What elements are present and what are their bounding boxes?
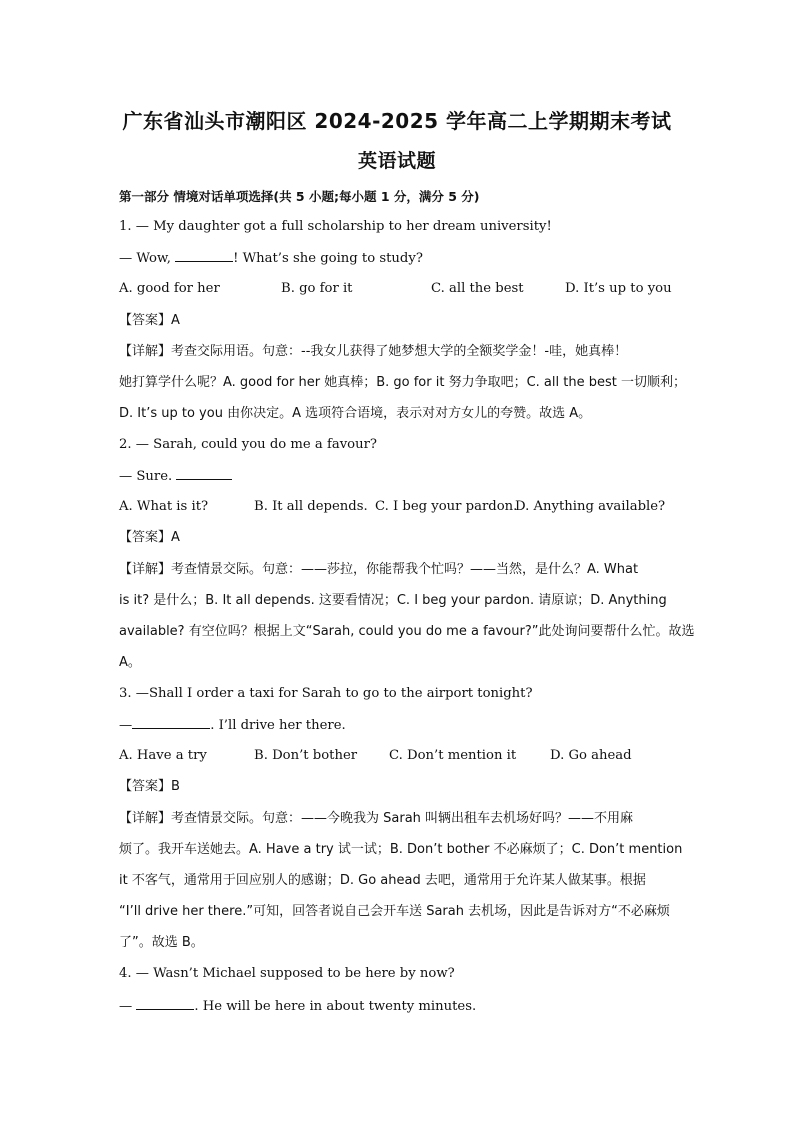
exam-title: 广东省汕头市潮阳区 2024-2025 学年高二上学期期末考试: [122, 109, 672, 133]
q1-reply: [119, 249, 423, 268]
q1-explain-1: 【详解】考查交际用语。句意：--我女儿获得了她梦想大学的全额奖学金！-哇，她真棒！: [119, 344, 628, 359]
q2-blank: [176, 467, 232, 480]
q1-option-a: A. good for her: [119, 281, 220, 296]
section-heading: 第一部分 情境对话单项选择(共 5 小题;每小题 1 分，满分 5 分): [119, 189, 480, 204]
q3-prompt: 3. —Shall I order a taxi for Sarah to go to the airport tonight?: [119, 686, 533, 701]
q3-explain-1: 【详解】考查情景交际。句意：——今晚我为 Sarah 叫辆出租车去机场好吗？——不用麻: [119, 811, 634, 826]
q3-explain-2: 烦了。我开车送她去。A. Have a try 试一试；B. Don’t bother 不必麻烦了；C. Don’t mention: [119, 842, 683, 857]
q4-blank: [136, 997, 194, 1010]
q2-reply-pre: — Sure.: [119, 469, 177, 484]
q3-reply-pre: —: [119, 718, 133, 733]
q3-explain-3: it 不客气，通常用于回应别人的感谢；D. Go ahead 去吧，通常用于允许某人做某事。根据: [119, 873, 646, 888]
q2-explain-1: 【详解】考查情景交际。句意：——莎拉，你能帮我个忙吗？——当然，是什么？A. What: [119, 562, 639, 577]
exam-subtitle: 英语试题: [357, 150, 436, 172]
q2-explain-3: available? 有空位吗？根据上文“Sarah, could you do me a favour?”此处询问要帮什么忙。故选: [119, 624, 695, 639]
q2-prompt: 2. — Sarah, could you do me a favour?: [119, 437, 377, 452]
q4-reply-pre: —: [119, 999, 137, 1014]
q1-explain-3: D. It’s up to you 由你决定。A 选项符合语境，表示对对方女儿的夸赞。故选 A。: [119, 406, 592, 421]
q1-option-d: D. It’s up to you: [565, 281, 672, 296]
q3-option-a: A. Have a try: [119, 748, 207, 763]
q1-answer: 【答案】A: [119, 313, 180, 328]
q4-prompt: 4. — Wasn’t Michael supposed to be here by now?: [119, 966, 455, 981]
q2-explain-2: is it? 是什么；B. It all depends. 这要看情况；C. I beg your pardon. 请原谅；D. Anything: [119, 593, 667, 608]
q3-option-d: D. Go ahead: [550, 748, 632, 763]
q3-reply: [119, 716, 346, 735]
q2-option-c: C. I beg your pardon.: [375, 499, 518, 514]
q3-option-b: B. Don’t bother: [254, 748, 358, 763]
q2-reply: [119, 467, 232, 486]
q3-reply-post: . I’ll drive her there.: [210, 718, 346, 733]
q1-prompt: 1. — My daughter got a full scholarship to her dream university!: [119, 219, 552, 234]
q2-option-b: B. It all depends.: [254, 499, 368, 514]
q1-option-c: C. all the best: [431, 281, 524, 296]
q3-explain-5: 了”。故选 B。: [119, 935, 204, 950]
q2-option-a: A. What is it?: [119, 499, 209, 514]
q2-option-d: D. Anything available?: [515, 499, 666, 514]
q4-reply-post: . He will be here in about twenty minutes.: [194, 999, 477, 1014]
q1-option-b: B. go for it: [281, 281, 353, 296]
q3-explain-4: “I’ll drive her there.”可知，回答者说自己会开车送 Sarah 去机场，因此是告诉对方“不必麻烦: [119, 904, 670, 919]
q2-explain-4: A。: [119, 655, 141, 670]
q2-answer: 【答案】A: [119, 530, 180, 545]
q1-explain-2: 她打算学什么呢？A. good for her 她真棒；B. go for it 努力争取吧；C. all the best 一切顺利；: [119, 375, 686, 390]
q4-reply: [119, 997, 476, 1016]
q1-reply-post: ! What’s she going to study?: [233, 251, 423, 266]
q3-answer: 【答案】B: [119, 779, 180, 794]
q3-option-c: C. Don’t mention it: [389, 748, 517, 763]
q1-reply-pre: — Wow,: [119, 251, 176, 266]
q3-blank: [132, 716, 210, 729]
q1-blank: [175, 249, 233, 262]
